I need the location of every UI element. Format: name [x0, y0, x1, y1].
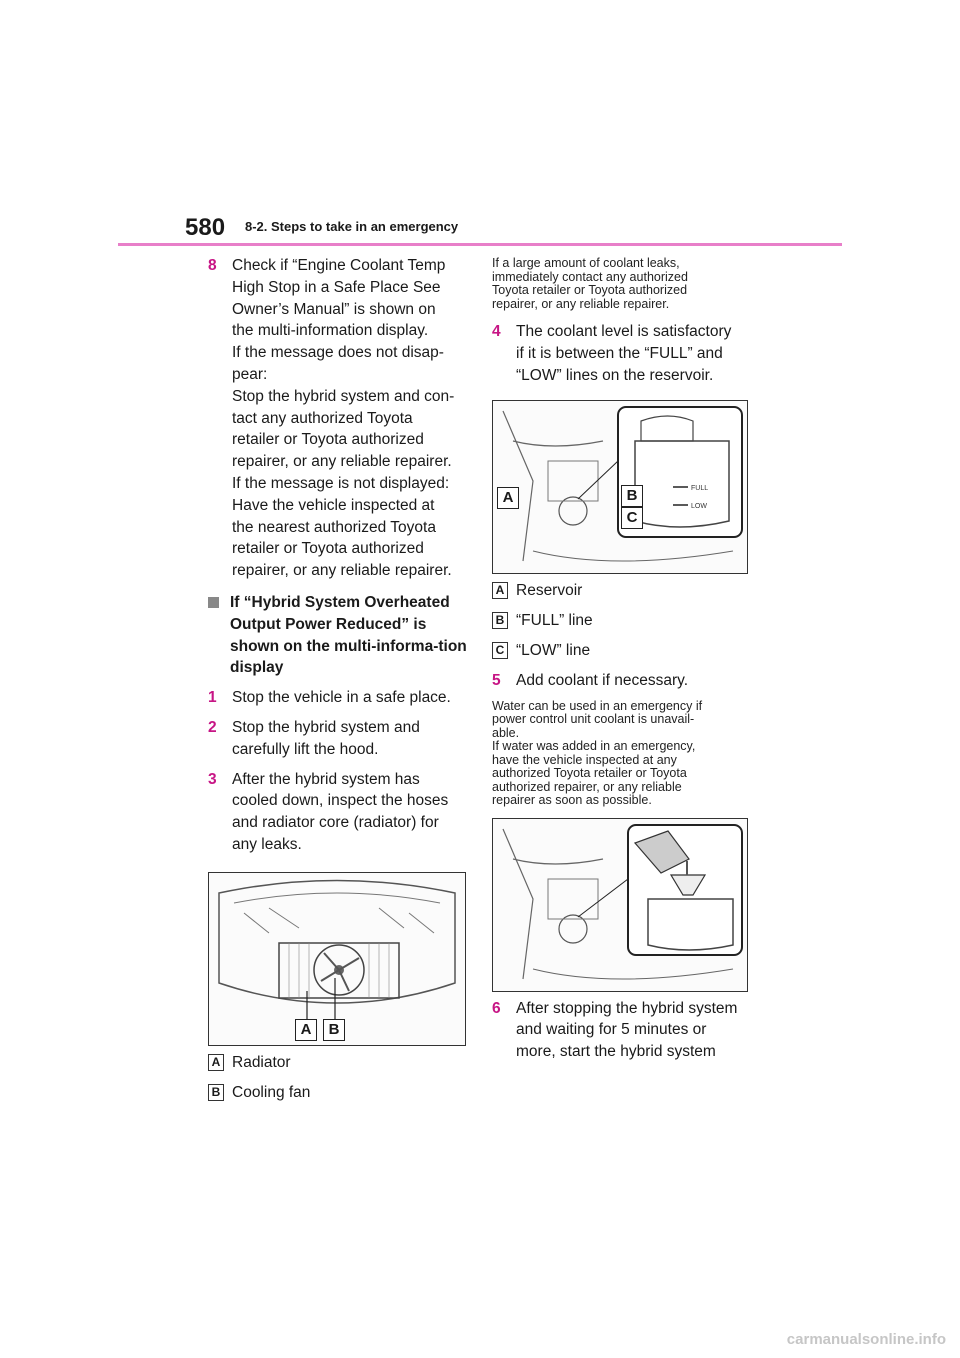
step-number: 4 [492, 323, 501, 340]
radiator-illustration [208, 872, 466, 1046]
step-number: 2 [208, 718, 217, 736]
step-number: 6 [492, 999, 501, 1017]
watermark: carmanualsonline.info [786, 1331, 946, 1348]
full-mark: FULL [691, 485, 709, 493]
legend-item [208, 1082, 470, 1104]
step-8 [208, 255, 470, 582]
step-1 [208, 687, 470, 709]
callout-a: A [497, 487, 519, 509]
left-column [208, 255, 470, 1111]
callout-c: C [621, 507, 643, 529]
water-note: Water can be used in an emergency if power control unit coolant is unavail- able. If water was added in an emergency, have the vehicle inspected at any authorized Toyota retailer or Toyota authorized repairer, or any reliable repairer as soon as possible. [492, 698, 703, 808]
legend-item [208, 1052, 470, 1074]
step-2 [208, 717, 470, 761]
step-5 [492, 670, 754, 692]
step-text: Stop the hybrid system and carefully lift the hood. [232, 718, 420, 758]
legend-label: Reservoir [516, 582, 583, 600]
step-3 [208, 769, 470, 856]
step-number: 1 [208, 689, 217, 707]
legend-key: A [208, 1054, 224, 1071]
legend-key: C [492, 642, 508, 659]
step-number: 8 [208, 257, 217, 274]
step-text: After stopping the hybrid system and waiting for 5 minutes or more, start the hybrid system [516, 999, 738, 1061]
legend-label: “FULL” line [516, 612, 593, 630]
reservoir-illustration [492, 400, 748, 574]
step-number: 5 [492, 671, 501, 689]
add-coolant-illustration [492, 818, 748, 992]
callout-b: B [621, 485, 643, 507]
callout-b: B [323, 1019, 345, 1041]
step-6 [492, 998, 754, 1063]
legend-item [492, 610, 754, 632]
legend-key: A [492, 582, 508, 599]
section-title: 8-2. Steps to take in an emergency [245, 219, 459, 234]
step-number: 3 [208, 770, 217, 788]
legend-key: B [208, 1084, 224, 1101]
page-number: 580 [185, 214, 226, 241]
subheading-text: If “Hybrid System Overheated Output Power Reduced” is shown on the multi-informa-tion display [230, 593, 467, 677]
subheading [208, 592, 470, 679]
step-text: Check if “Engine Coolant Temp High Stop in a Safe Place See Owner’s Manual” is shown on the multi-information display. If the message does not disap- pear: Stop the hybrid system and con- tact any authorized Toyota retailer or Toyota authorized repairer, or any reliable repairer. If the message is not displayed: Have the vehicle inspected at the nearest authorized Toyota retailer or Toyota authorized repairer, or any reliable repairer. [232, 257, 455, 580]
right-column [492, 257, 754, 1071]
step-text: The coolant level is satisfactory if it is between the “FULL” and “LOW” lines on the reservoir. [516, 323, 732, 384]
step-text: After the hybrid system has cooled down, inspect the hoses and radiator core (radiator) for any leaks. [232, 770, 449, 853]
legend-label: Cooling fan [232, 1083, 311, 1101]
step-4 [492, 321, 754, 386]
step-text: Add coolant if necessary. [516, 671, 689, 689]
legend-label: “LOW” line [516, 641, 591, 659]
low-mark: LOW [691, 503, 707, 511]
pour-coolant-drawing [493, 819, 747, 991]
leak-note: If a large amount of coolant leaks, immediately contact any authorized Toyota retailer or Toyota authorized repairer, or any reliable repairer. [492, 256, 688, 311]
step-text: Stop the vehicle in a safe place. [232, 689, 451, 707]
square-bullet-icon [208, 597, 219, 608]
legend-key: B [492, 612, 508, 629]
legend-item [492, 580, 754, 602]
callout-a: A [295, 1019, 317, 1041]
reservoir-drawing [493, 401, 747, 573]
header-rule [118, 243, 842, 246]
legend-label: Radiator [232, 1053, 291, 1071]
legend-item [492, 640, 754, 662]
